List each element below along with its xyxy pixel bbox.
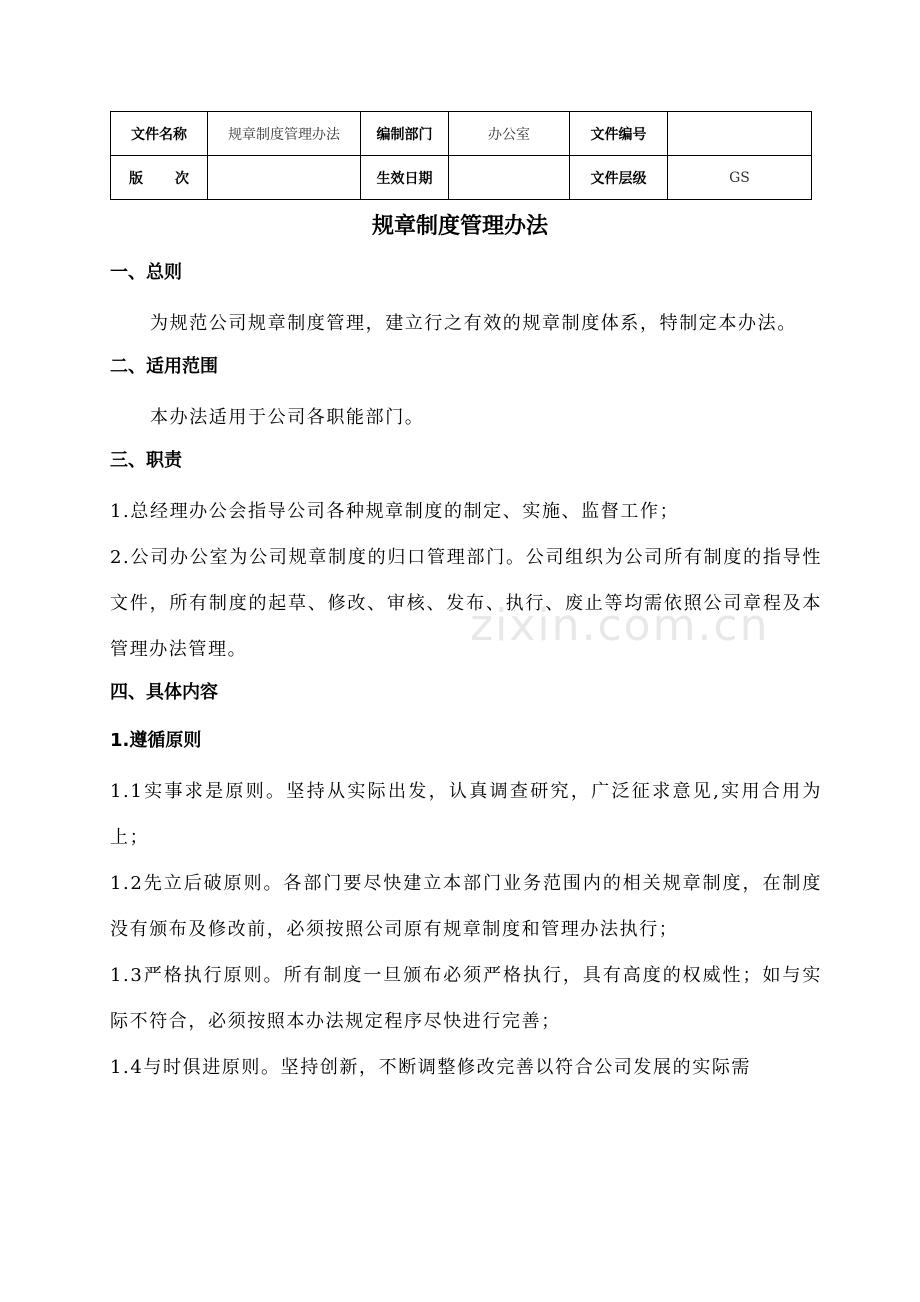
- subsection-heading-principles: 1.遵循原则: [110, 730, 202, 751]
- meta-row-2: [111, 156, 812, 200]
- section-heading-scope: 二、适用范围: [110, 356, 218, 377]
- watermark-text: zixin.com.cn: [470, 600, 770, 651]
- section-heading-content: 四、具体内容: [110, 682, 218, 703]
- file-level-label: 文件层级: [570, 156, 668, 200]
- file-number-label: 文件编号: [570, 112, 668, 156]
- file-name-value: 规章制度管理办法: [208, 112, 361, 156]
- paragraph-duty-1: 1.总经理办公会指导公司各种规章制度的制定、实施、监督工作；: [110, 501, 680, 522]
- section-heading-general: 一、总则: [110, 262, 182, 283]
- file-level-value: GS: [668, 156, 812, 200]
- document-title: 规章制度管理办法: [371, 214, 548, 239]
- section-heading-duties: 三、职责: [110, 450, 182, 471]
- file-name-label: 文件名称: [111, 112, 208, 156]
- paragraph-principle-1: 1.1实事求是原则。坚持从实际出发，认真调查研究，广泛征求意见,实用合用为上；: [110, 781, 822, 848]
- version-label: 版 次: [111, 156, 208, 200]
- department-value: 办公室: [449, 112, 570, 156]
- document-body: [110, 255, 822, 1091]
- paragraph-principle-3: 1.3严格执行原则。所有制度一旦颁布必须严格执行，具有高度的权威性；如与实际不符合，必须按照本办法规定程序尽快进行完善；: [110, 965, 822, 1032]
- paragraph-principle-4: 1.4与时俱进原则。坚持创新，不断调整修改完善以符合公司发展的实际需: [110, 1057, 752, 1078]
- paragraph-principle-2: 1.2先立后破原则。各部门要尽快建立本部门业务范围内的相关规章制度，在制度没有颁布及修改前，必须按照公司原有规章制度和管理办法执行；: [110, 873, 822, 940]
- document-meta-table: [110, 111, 812, 200]
- paragraph-scope: 本办法适用于公司各职能部门。: [150, 407, 425, 428]
- effective-date-value: [449, 156, 570, 200]
- paragraph-general: 为规范公司规章制度管理，建立行之有效的规章制度体系，特制定本办法。: [150, 313, 797, 334]
- effective-date-label: 生效日期: [361, 156, 449, 200]
- department-label: 编制部门: [361, 112, 449, 156]
- paragraph-duty-2: 2.公司办公室为公司规章制度的归口管理部门。公司组织为公司所有制度的指导性文件，所有制度的起草、修改、审核、发布、执行、废止等均需依照公司章程及本管理办法管理。: [110, 547, 822, 660]
- meta-row-1: [111, 112, 812, 156]
- file-number-value: [668, 112, 812, 156]
- version-value: [208, 156, 361, 200]
